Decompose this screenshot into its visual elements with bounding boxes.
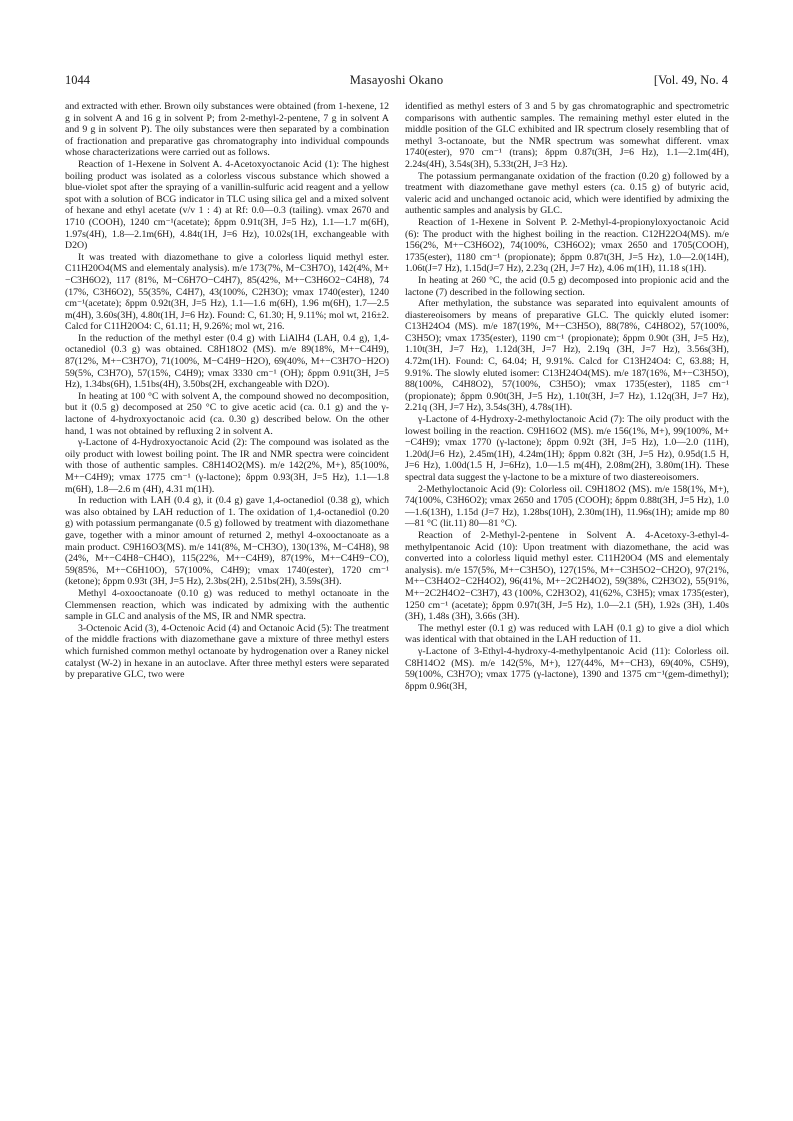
paragraph: In reduction with LAH (0.4 g), it (0.4 g) gave 1,4-octanediol (0.38 g), which was also obtained by LAH reduction of 1. The oxidation of 1,4-octanediol (0.20 g) with potassium permanganate (0.5 g) followed by treatment with diazomethane gave, together with a minor amount of returned 2, methyl 4-oxooctanoate as a main product. C9H16O3(MS). m/e 141(8%, M−CH3O), 130(13%, M−C4H8), 98 (24%, M+−C4H8−CH4O), 115(22%, M+−C4H9), 87(19%, M+−C4H9−CO), 59(85%, M+−C6H10O), 57(100%, C4H9); νmax 1740(ester), 1720 cm⁻¹ (ketone); δppm 0.93t (3H, J=5 Hz), 2.3bs(2H), 2.51bs(2H), 3.59s(3H). [65,495,389,588]
paragraph: Reaction of 1-Hexene in Solvent A. 4-Acetoxyoctanoic Acid (1): The highest boiling product was isolated as a colorless viscous substance which showed a blue-violet spot after the spraying of a vanillin-sulfuric acid reagent and a yellow spot with a solution of BCG indicator in TLC using silica gel and a mixed solvent of hexane and ethyl acetate (v/v 1 : 4) at Rf: 0.0—0.3 (tailing). νmax 2670 and 1710 (COOH), 1240 cm⁻¹(acetate); δppm 0.91t(3H, J=5 Hz), 1.1—1.7 m(6H), 1.97s(4H), 1.8—2.1m(6H), 4.84t(1H, J=6 Hz), 10.02s(1H, exchangeable with D2O) [65,158,389,252]
paragraph: γ-Lactone of 4-Hydroxy-2-methyloctanoic Acid (7): The oily product with the lowest boiling in the reaction. C9H16O2 (MS). m/e 156(1%, M+), 99(100%, M+−C4H9); νmax 1770 (γ-lactone); δppm 0.92t (3H, J=5 Hz), 1.0—2.0 (11H), 1.20d(J=6 Hz), 2.45m(1H), 4.24m(1H); δppm 0.82t (3H, J=5 Hz), 0.95d(1.5 H, J=6 Hz), 1.00d(1.5 H, J=6Hz), 1.0—1.5 m(4H), 2.08m(2H), 3.80m(1H). These spectral data suggest the γ-lactone to be a mixture of two diastereoisomers. [405,414,729,483]
paragraph: γ-Lactone of 4-Hydroxyoctanoic Acid (2): The compound was isolated as the oily product with lowest boiling point. The IR and NMR spectra were coincident with those of authentic samples. C8H14O2(MS). m/e 142(2%, M+), 85(100%, M+−C4H9); νmax 1775 cm⁻¹ (γ-lactone); δppm 0.93(3H, J=5 Hz), 1.1—1.8 m(6H), 1.8—2.6 m (4H), 4.31 m(1H). [65,437,389,495]
volume-issue: [Vol. 49, No. 4 [653,73,728,87]
paragraph: In heating at 100 °C with solvent A, the compound showed no decomposition, but it (0.5 g) decomposed at 250 °C to give acetic acid (ca. 0.1 g) and the γ-lactone of 4-hydroxyoctanoic acid (ca. 0.30 g) described below. On the other hand, 1 was not obtained by refluxing 2 in solvent A. [65,390,389,437]
paragraph: Methyl 4-oxooctanoate (0.10 g) was reduced to methyl octanoate in the Clemmensen reaction, which was indicated by admixing with the authentic sample in GLC and analysis of the MS, IR and NMR spectra. [65,587,389,623]
page-number: 1044 [65,73,90,87]
paragraph: and extracted with ether. Brown oily substances were obtained (from 1-hexene, 12 g in solvent A and 16 g in solvent P; from 2-methyl-2-pentene, 7 g in solvent A and 9 g in solvent P). The oily substances were then separated by a combination of fractionation and preparative gas chromatography into individual compounds whose characterizations were carried out as follows. [65,101,389,159]
right-column [405,101,729,692]
paragraph: The methyl ester (0.1 g) was reduced with LAH (0.1 g) to give a diol which was identical with that obtained in the LAH reduction of 11. [405,622,729,646]
paragraph: After methylation, the substance was separated into equivalent amounts of diastereoisomers by means of preparative GLC. The quickly eluted isomer: C13H24O4 (MS). m/e 187(19%, M+−C3H5O), 88(78%, C4H8O2), 57(100%, C3H5O); νmax 1735(ester), 1190 cm⁻¹ (propionate); δppm 0.90t (3H, J=5 Hz), 1.10t(3H, J=7 Hz), 1.12d(3H, J=7 Hz), 2.19q (3H, J=7 Hz), 3.56s(3H), 4.72m(1H). Found: C, 64.04; H, 9.91%. Calcd for C13H24O4: C, 63.88; H, 9.91%. The slowly eluted isomer: C13H24O4(MS). m/e 187(16%, M+−C3H5O), 88(100%, C4H8O2), 57(100%, C3H5O); νmax 1735(ester), 1185 cm⁻¹ (propionate); δppm 0.90t(3H, J=5 Hz), 1.10t(3H, J=7 Hz), 1.12q(3H, J=7 Hz), 2.21q (3H, J=7 Hz), 3.54s(3H), 4.78s(1H). [405,298,729,414]
running-author: Masayoshi Okano [349,73,444,87]
paragraph: In the reduction of the methyl ester (0.4 g) with LiAlH4 (LAH, 0.4 g), 1,4-octanediol (0.3 g) was obtained. C8H18O2 (MS). m/e 89(18%, M+−C4H9), 87(12%, M+−C3H7O), 71(100%, M−C4H9−H2O), 69(40%, M+−C3H7O−H2O) 59(5%, C3H7O), 57(15%, C4H9); νmax 3330 cm⁻¹ (OH); δppm 0.91t(3H, J=5 Hz), 1.34bs(6H), 1.51bs(4H), 3.50bs(2H, exchangeable with D2O). [65,332,389,391]
paragraph: identified as methyl esters of 3 and 5 by gas chromatographic and spectrometric comparisons with authentic samples. The remaining methyl ester eluted in the middle position of the GLC exhibited and IR spectrum closely resembling that of methyl 3-octanoate, but the NMR spectrum was somewhat different. νmax 1740(ester), 970 cm⁻¹ (trans); δppm 0.87t(3H, J=6 Hz), 1.1—2.1m(4H), 2.24s(4H), 3.54s(3H), 5.33t(2H, J=3 Hz). [405,101,729,170]
paragraph: γ-Lactone of 3-Ethyl-4-hydroxy-4-methylpentanoic Acid (11): Colorless oil. C8H14O2 (MS). m/e 142(5%, M+), 127(44%, M+−CH3), 69(40%, C5H9), 59(100%, C3H7O); νmax 1775 (γ-lactone), 1390 and 1375 cm⁻¹(gem-dimethyl); δppm 0.96t(3H, [405,645,729,692]
running-header [65,72,728,88]
paragraph: The potassium permanganate oxidation of the fraction (0.20 g) followed by a treatment with diazomethane gave methyl esters (ca. 0.15 g) of butyric acid, valeric acid and unchanged octanoic acid, which were identified by admixing the authentic samples and analysis by GLC. [405,170,729,217]
paragraph: It was treated with diazomethane to give a colorless liquid methyl ester. C11H20O4(MS and elementaly analysis). m/e 173(7%, M−C3H7O), 142(4%, M+−C3H6O2), 117 (81%, M−C6H7O−C4H7), 85(42%, M+−C3H6O2−C4H8), 74 (17%, C3H6O2), 55(35%, C4H7), 43(100%, C2H3O); νmax 1740(ester), 1240 cm⁻¹(acetate); δppm 0.92t(3H, J=5 Hz), 1.1—1.6 m(6H), 1.96 m(6H), 1.7—2.5 m(4H), 3.60s(3H), 4.80t(1H, J=6 Hz). Found: C, 61.30; H, 9.11%; mol wt, 216±2. Calcd for C11H20O4: C, 61.11; H, 9.26%; mol wt, 216. [65,251,389,333]
paragraph: In heating at 260 °C, the acid (0.5 g) decomposed into propionic acid and the lactone (7) described in the following section. [405,274,729,298]
left-column [65,101,389,681]
paragraph: Reaction of 2-Methyl-2-pentene in Solvent A. 4-Acetoxy-3-ethyl-4-methylpentanoic Acid (10): Upon treatment with diazomethane, the acid was converted into a colorless liquid methyl ester. C11H20O4 (MS and elementaly analysis). m/e 157(5%, M+−C3H5O), 127(15%, M+−C3H5O2−CH2O), 97(21%, M+−C3H4O2−C2H4O2), 96(41%, M+−2C2H4O2), 59(38%, C2H3O2), 55(91%, M+−2C2H4O2−C3H7), 43 (100%, C2H3O2), 41(62%, C3H5); νmax 1735(ester), 1250 cm⁻¹ (acetate); δppm 0.97t(3H, J=5 Hz), 1.0—2.1 (5H), 1.92s (3H), 1.40s (3H), 1.48s (3H), 3.66s (3H). [405,529,729,623]
paragraph: 2-Methyloctanoic Acid (9): Colorless oil. C9H18O2 (MS). m/e 158(1%, M+), 74(100%, C3H6O2); νmax 2650 and 1705 (COOH); δppm 0.88t(3H, J=5 Hz), 1.0—1.6(13H), 1.15d (J=7 Hz), 1.28bs(10H), 2.30m(1H), 11.96s(1H); amide mp 80—81 °C (lit.11) 80—81 °C). [405,483,729,530]
paragraph: 3-Octenoic Acid (3), 4-Octenoic Acid (4) and Octanoic Acid (5): The treatment of the middle fractions with diazomethane gave a mixture of three methyl esters which furnished common methyl octanoate by hydrogenation over a Raney nickel catalyst (W-2) in hexane in an autoclave. After three methyl esters were separated by preparative GLC, two were [65,622,389,681]
paragraph: Reaction of 1-Hexene in Solvent P. 2-Methyl-4-propionyloxyoctanoic Acid (6): The product with the highest boiling in the reaction. C12H22O4(MS). m/e 156(2%, M+−C3H6O2), 74(100%, C3H6O2); νmax 2650 and 1705(COOH), 1735(ester), 1180 cm⁻¹ (propionate); δppm 0.87t(3H, J=5 Hz), 1.0—2.0(14H), 1.06t(J=7 Hz), 1.15d(J=7 Hz), 2.23q (2H, J=7 Hz), 4.06 m(1H), 11.18 s(1H). [405,216,729,275]
